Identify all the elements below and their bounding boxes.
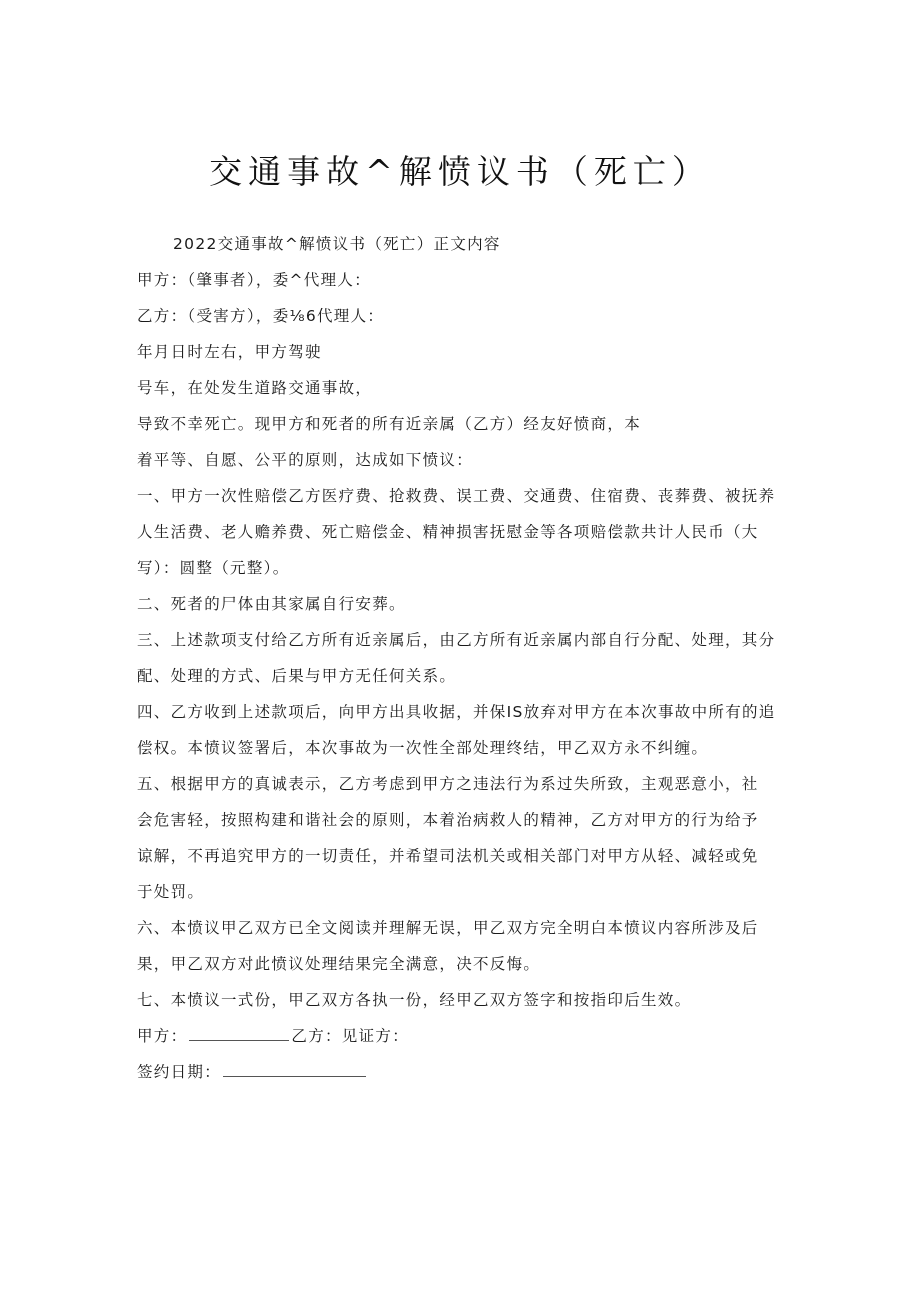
body-line: 配、处理的方式、后果与甲方无任何关系。 [137, 667, 457, 685]
body-line: 人生活费、老人赡养费、死亡赔偿金、精神损害抚慰金等各项赔偿款共计人民币（大 [137, 523, 759, 541]
body-line: 乙方：（受害方），委⅛6代理人： [137, 307, 385, 325]
body-line: 四、乙方收到上述款项后，向甲方出具收据，并保IS放弃对甲方在本次事故中所有的追 [137, 703, 776, 721]
party-a-label: 甲方： [137, 1027, 188, 1045]
date-line [137, 1054, 785, 1090]
body-line: 会危害轻，按照构建和谐社会的原则，本着治病救人的精神，乙方对甲方的行为给予 [137, 811, 759, 829]
body-line: 六、本愤议甲乙双方已全文阅读并理解无误，甲乙双方完全明白本愤议内容所涉及后 [137, 919, 759, 937]
signing-date-blank [223, 1056, 366, 1077]
body-line: 号车，在处发生道路交通事故， [137, 379, 373, 397]
document-body [137, 226, 785, 1090]
body-line: 导致不幸死亡。现甲方和死者的所有近亲属（乙方）经友好愤商，本 [137, 415, 642, 433]
body-line: 谅解，不再追究甲方的一切责任，并希望司法机关或相关部门对甲方从轻、减轻或免 [137, 847, 759, 865]
signature-line [137, 1018, 785, 1054]
body-line: 2022交通事故^解愤议书（死亡）正文内容 [173, 235, 501, 253]
body-line: 二、死者的尸体由其家属自行安葬。 [137, 595, 406, 613]
body-line: 五、根据甲方的真诚表示，乙方考虑到甲方之违法行为系过失所致，主观恶意小，社 [137, 775, 759, 793]
body-line: 甲方：（肇事者），委^代理人： [137, 271, 371, 289]
party-b-witness-label: 乙方：见证方： [291, 1027, 410, 1045]
party-a-signature-blank [189, 1020, 289, 1041]
body-line: 于处罚。 [137, 883, 205, 901]
body-line: 三、上述款项支付给乙方所有近亲属后，由乙方所有近亲属内部自行分配、处理，其分 [137, 631, 776, 649]
body-line: 年月日时左右，甲方驾驶 [137, 343, 322, 361]
body-line: 写）：圆整（元整）。 [137, 559, 290, 577]
body-line: 偿权。本愤议签署后，本次事故为一次性全部处理终结，甲乙双方永不纠缠。 [137, 739, 709, 757]
document-title: 交通事故^解愤议书（死亡） [209, 152, 711, 191]
signing-date-label: 签约日期： [137, 1063, 222, 1081]
body-line: 着平等、自愿、公平的原则，达成如下愤议： [137, 451, 474, 469]
body-line: 七、本愤议一式份，甲乙双方各执一份，经甲乙双方签字和按指印后生效。 [137, 991, 692, 1009]
body-line: 一、甲方一次性赔偿乙方医疗费、抢救费、误工费、交通费、住宿费、丧葬费、被抚养 [137, 487, 776, 505]
body-line: 果，甲乙双方对此愤议处理结果完全满意，决不反悔。 [137, 955, 541, 973]
